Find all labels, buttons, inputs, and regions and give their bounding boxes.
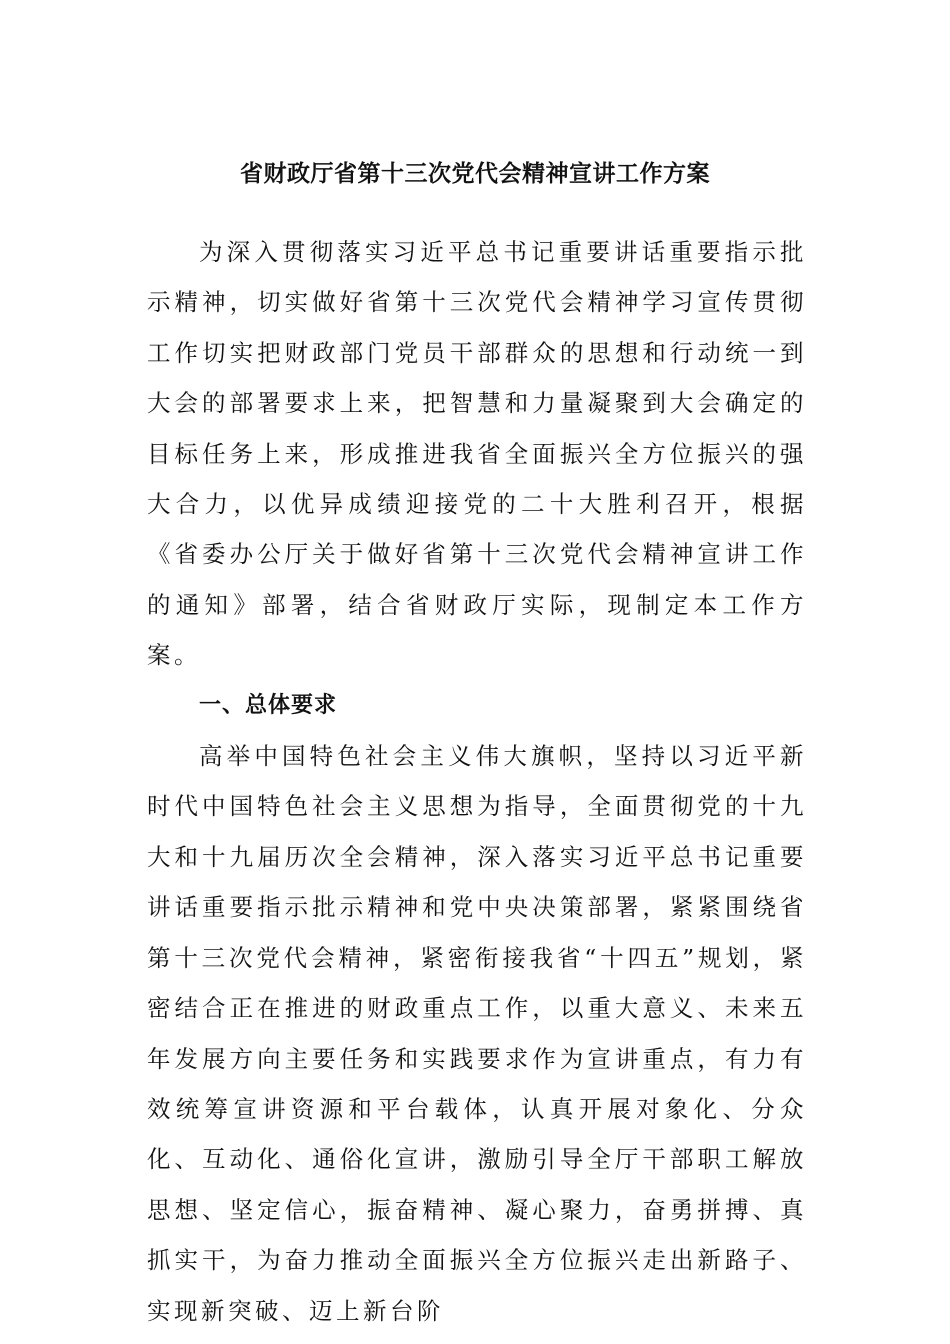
general-requirements-paragraph: 高举中国特色社会主义伟大旗帜，坚持以习近平新时代中国特色社会主义思想为指导，全面贯彻党的十九大和十九届历次全会精神，深入落实习近平总书记重要讲话重要指示批示精神和党中央决策部署，紧紧围绕省第十三次党代会精神，紧密衔接我省“十四五”规划，紧密结合正在推进的财政重点工作，以重大意义、未来五年发展方向主要任务和实践要求作为宣讲重点，有力有效统筹宣讲资源和平台载体，认真开展对象化、分众化、互动化、通俗化宣讲，激励引导全厅干部职工解放思想、坚定信心，振奋精神、凝心聚力，奋勇拼搏、真抓实干，为奋力推动全面振兴全方位振兴走出新路子、实现新突破、迈上新台阶 xyxy=(147,742,807,1325)
document-body xyxy=(147,227,807,1336)
section-heading-general-requirements: 一、总体要求 xyxy=(199,692,338,718)
intro-paragraph: 为深入贯彻落实习近平总书记重要讲话重要指示批示精神，切实做好省第十三次党代会精神学习宣传贯彻工作切实把财政部门党员干部群众的思想和行动统一到大会的部署要求上来，把智慧和力量凝聚到大会确定的目标任务上来，形成推进我省全面振兴全方位振兴的强大合力，以优异成绩迎接党的二十大胜利召开，根据《省委办公厅关于做好省第十三次党代会精神宣讲工作的通知》部署，结合省财政厅实际，现制定本工作方案。 xyxy=(147,238,807,670)
document-title: 省财政厅省第十三次党代会精神宣讲工作方案 xyxy=(240,161,710,187)
